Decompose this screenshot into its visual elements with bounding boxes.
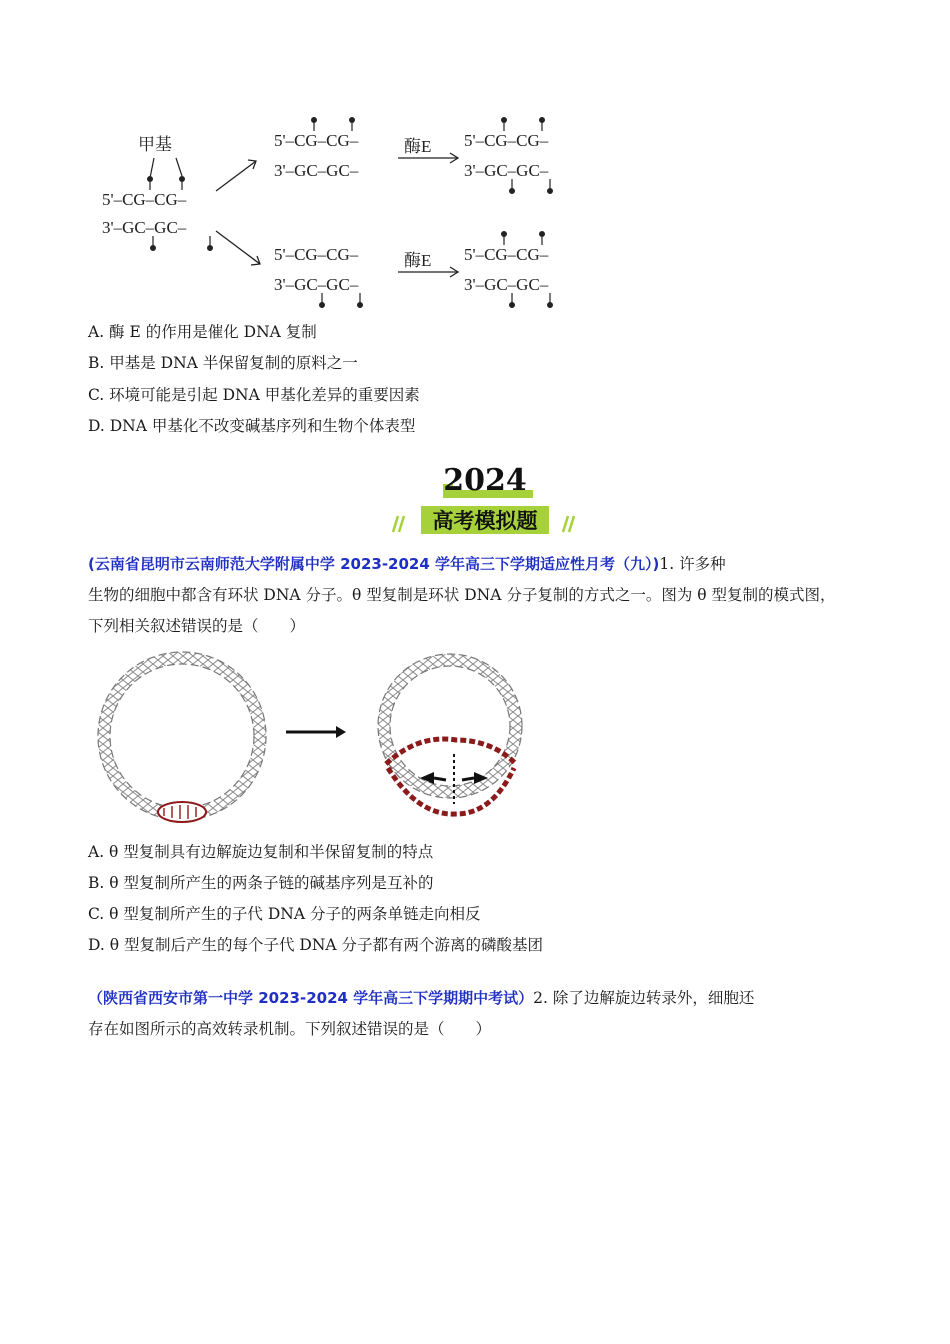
upper-enzyme-label: 酶E <box>404 137 432 156</box>
circular-dna-right <box>378 654 522 814</box>
parent-bottom-strand: 3'–GC–GC– <box>102 218 187 237</box>
lower-left-top-strand: 5'–CG–CG– <box>274 245 359 264</box>
methyl-label: 甲基 <box>138 135 172 154</box>
upper-right-top-strand: 5'–CG–CG– <box>464 131 549 150</box>
q0-option-d: D. DNA 甲基化不改变碱基序列和生物个体表型 <box>88 417 416 435</box>
upper-right-methyl-marks <box>502 118 553 194</box>
q1-stem <box>88 549 868 642</box>
q1-option-b: B. θ 型复制所产生的两条子链的碱基序列是互补的 <box>88 874 434 892</box>
upper-left-top-strand: 5'–CG–CG– <box>274 131 359 150</box>
banner-year: 2024 <box>443 463 527 498</box>
q0-option-a: A. 酶 E 的作用是催化 DNA 复制 <box>88 323 317 341</box>
theta-replication-diagram <box>88 644 528 826</box>
process-arrow <box>286 726 346 738</box>
circular-dna-left <box>98 652 266 822</box>
q1-text-line3: 下列相关叙述错误的是（ ） <box>88 617 306 635</box>
q0-option-b: B. 甲基是 DNA 半保留复制的原料之一 <box>88 354 358 372</box>
branch-arrows <box>216 160 260 265</box>
q1-source: (云南省昆明市云南师范大学附属中学 2023-2024 学年高三下学期适应性月考（九）) <box>88 555 660 573</box>
q2-text-line1: 2. 除了边解旋边转录外，细胞还 <box>533 989 755 1007</box>
q1-option-c: C. θ 型复制所产生的子代 DNA 分子的两条单链走向相反 <box>88 905 481 923</box>
q1-option-a: A. θ 型复制具有边解旋边复制和半保留复制的特点 <box>88 843 434 861</box>
lower-right-methyl-marks <box>502 232 553 308</box>
exam-section-banner <box>385 462 585 540</box>
q0-option-c: C. 环境可能是引起 DNA 甲基化差异的重要因素 <box>88 386 420 404</box>
q1-option-d: D. θ 型复制后产生的每个子代 DNA 分子都有两个游离的磷酸基团 <box>88 936 544 954</box>
lower-left-methyl-marks <box>320 293 363 307</box>
q1-text-line2: 生物的细胞中都含有环状 DNA 分子。θ 型复制是环状 DNA 分子复制的方式之一。图为 θ 型复制的模式图， <box>88 586 836 604</box>
lower-right-bottom-strand: 3'–GC–GC– <box>464 275 549 294</box>
lower-left-bottom-strand: 3'–GC–GC– <box>274 275 359 294</box>
parent-top-strand: 5'–CG–CG– <box>102 190 187 209</box>
q1-text-line1: 1. 许多种 <box>659 555 726 573</box>
parent-methyl-marks <box>148 177 213 251</box>
upper-left-bottom-strand: 3'–GC–GC– <box>274 161 359 180</box>
upper-right-bottom-strand: 3'–GC–GC– <box>464 161 549 180</box>
lower-right-top-strand: 5'–CG–CG– <box>464 245 549 264</box>
lower-enzyme-label: 酶E <box>404 251 432 270</box>
methylation-diagram <box>98 116 588 312</box>
q2-stem <box>88 983 868 1045</box>
q2-source: （陕西省西安市第一中学 2023-2024 学年高三下学期期中考试） <box>88 989 534 1007</box>
upper-left-methyl-marks <box>312 118 355 131</box>
q2-text-line2: 存在如图所示的高效转录机制。下列叙述错误的是（ ） <box>88 1020 492 1038</box>
banner-title: 高考模拟题 <box>432 509 538 533</box>
